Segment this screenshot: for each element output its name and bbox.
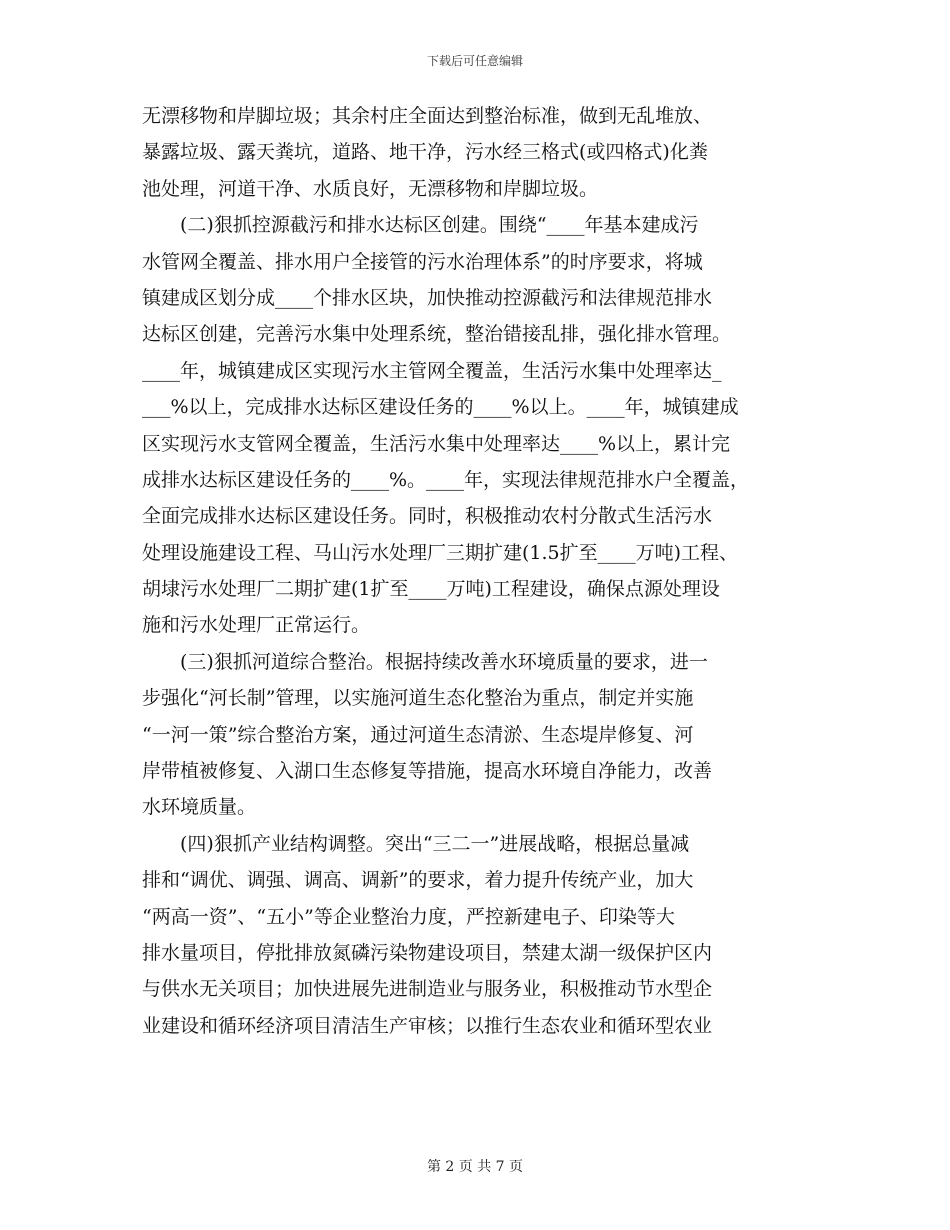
text-line: 达标区创建，完善污水集中处理系统，整治错接乱排，强化排水管理。 bbox=[142, 323, 732, 346]
text-line: 水环境质量。 bbox=[142, 796, 257, 819]
text-line: 暴露垃圾、露天粪坑，道路、地干净，污水经三格式(或四格式)化粪 bbox=[142, 141, 708, 164]
text-line: (四)狠抓产业结构调整。突出“三二一”进展战略，根据总量减 bbox=[142, 832, 690, 855]
text-line: (二)狠抓控源截污和排水达标区创建。围绕“____年基本建成污 bbox=[142, 214, 699, 237]
text-line: 步强化“河长制”管理，以实施河道生态化整治为重点，制定并实施 bbox=[142, 687, 694, 710]
text-line: 排水量项目，停批排放氮磷污染物建设项目，禁建太湖一级保护区内 bbox=[142, 941, 713, 964]
text-line: 无漂移物和岸脚垃圾；其余村庄全面达到整治标准，做到无乱堆放、 bbox=[142, 105, 713, 127]
page-footer: 第 2 页 共 7 页 bbox=[426, 1159, 524, 1175]
text-line: 岸带植被修复、入湖口生态修复等措施，提高水环境自净能力，改善 bbox=[142, 760, 713, 783]
text-line: 排和“调优、调强、调高、调新”的要求，着力提升传统产业，加大 bbox=[142, 869, 694, 892]
text-line: 业建设和循环经济项目清洁生产审核；以推行生态农业和循环型农业 bbox=[142, 1014, 713, 1037]
text-line: ____年，城镇建成区实现污水主管网全覆盖，生活污水集中处理率达_ bbox=[142, 359, 722, 382]
text-line: ___%以上，完成排水达标区建设任务的____%以上。____年，城镇建成 bbox=[142, 396, 739, 419]
text-line: 全面完成排水达标区建设任务。同时，积极推动农村分散式生活污水 bbox=[142, 505, 713, 528]
text-line: 处理设施建设工程、马山污水处理厂三期扩建(1.5扩至____万吨)工程、 bbox=[142, 541, 739, 564]
page-header: 下载后可任意编辑 bbox=[426, 54, 523, 68]
document-body bbox=[142, 98, 812, 1044]
text-line: 胡埭污水处理厂二期扩建(1扩至____万吨)工程建设，确保点源处理设 bbox=[142, 578, 720, 601]
text-line: “两高一资”、“五小”等企业整治力度，严控新建电子、印染等大 bbox=[142, 905, 675, 928]
text-line: 水管网全覆盖、排水用户全接管的污水治理体系”的时序要求，将城 bbox=[142, 250, 703, 273]
text-line: 镇建成区划分成____个排水区块，加快推动控源截污和法律规范排水 bbox=[142, 286, 713, 309]
text-line: 与供水无关项目；加快进展先进制造业与服务业，积极推动节水型企 bbox=[142, 978, 713, 1001]
text-line: 施和污水处理厂正常运行。 bbox=[142, 614, 371, 637]
text-line: 区实现污水支管网全覆盖，生活污水集中处理率达____%以上，累计完 bbox=[142, 432, 731, 455]
text-line: “一河一策”综合整治方案，通过河道生态清淤、生态堤岸修复、河 bbox=[142, 723, 694, 746]
text-line: 成排水达标区建设任务的____%。____年，实现法律规范排水户全覆盖， bbox=[142, 468, 750, 491]
text-line: (三)狠抓河道综合整治。根据持续改善水环境质量的要求，进一 bbox=[142, 650, 708, 673]
text-line: 池处理，河道干净、水质良好，无漂移物和岸脚垃圾。 bbox=[142, 177, 599, 200]
